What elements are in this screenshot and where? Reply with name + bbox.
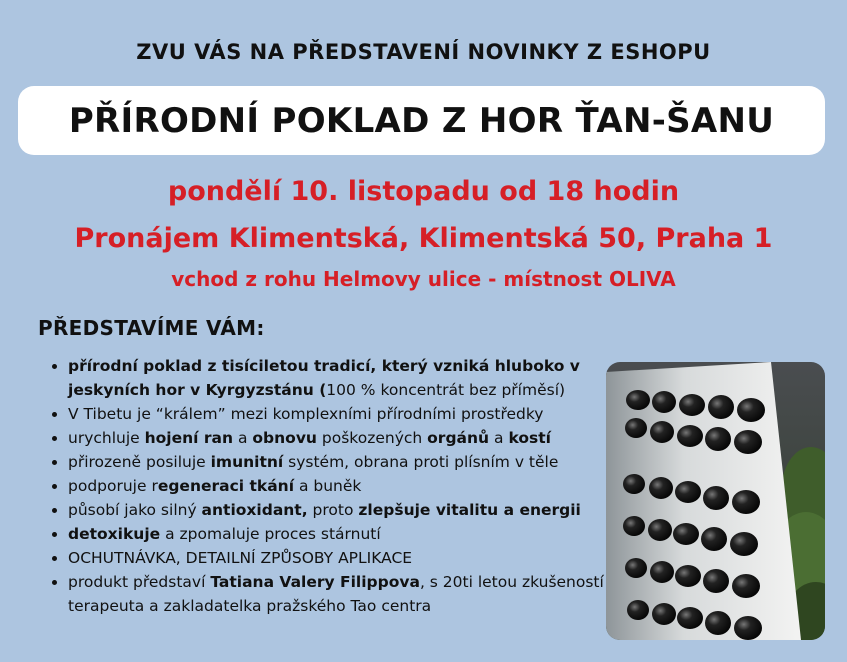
list-item: • působí jako silný antioxidant, proto zlepšuje vitalitu a energii (68, 498, 608, 522)
list-item: • detoxikuje a zpomaluje proces stárnutí (68, 522, 608, 546)
list-item: • podporuje regeneraci tkání a buněk (68, 474, 608, 498)
list-item: • urychluje hojení ran a obnovu poškozených orgánů a kostí (68, 426, 608, 450)
event-entrance: vchod z rohu Helmovy ulice - místnost OLIVA (171, 267, 676, 291)
main-title: PŘÍRODNÍ POKLAD Z HOR ŤAN-ŠANU (68, 100, 775, 141)
list-item: • V Tibetu je “králem” mezi komplexními přírodními prostředky (68, 402, 608, 426)
section-title: PŘEDSTAVÍME VÁM: (38, 316, 265, 340)
benefits-list (50, 354, 608, 618)
product-blister-photo-icon (606, 362, 825, 640)
list-item: • přírodní poklad z tisíciletou tradicí, který vzniká hluboko v jeskyních hor v Kyrgyzstánu (100 % koncentrát bez příměsí) (68, 354, 608, 402)
event-date: pondělí 10. listopadu od 18 hodin (167, 176, 680, 207)
invitation-header: ZVU VÁS NA PŘEDSTAVENÍ NOVINKY Z ESHOPU (136, 40, 711, 64)
event-place: Pronájem Klimentská, Klimentská 50, Praha 1 (74, 223, 773, 254)
list-item: • produkt představí Tatiana Valery Filippova, s 20ti letou zkušeností terapeuta a zakladatelka pražského Tao centra (68, 570, 608, 618)
product-photo (606, 362, 825, 640)
list-item: • přirozeně posiluje imunitní systém, obrana proti plísním v těle (68, 450, 608, 474)
title-box (18, 86, 825, 155)
list-item: • OCHUTNÁVKA, DETAILNÍ ZPŮSOBY APLIKACE (68, 546, 608, 570)
